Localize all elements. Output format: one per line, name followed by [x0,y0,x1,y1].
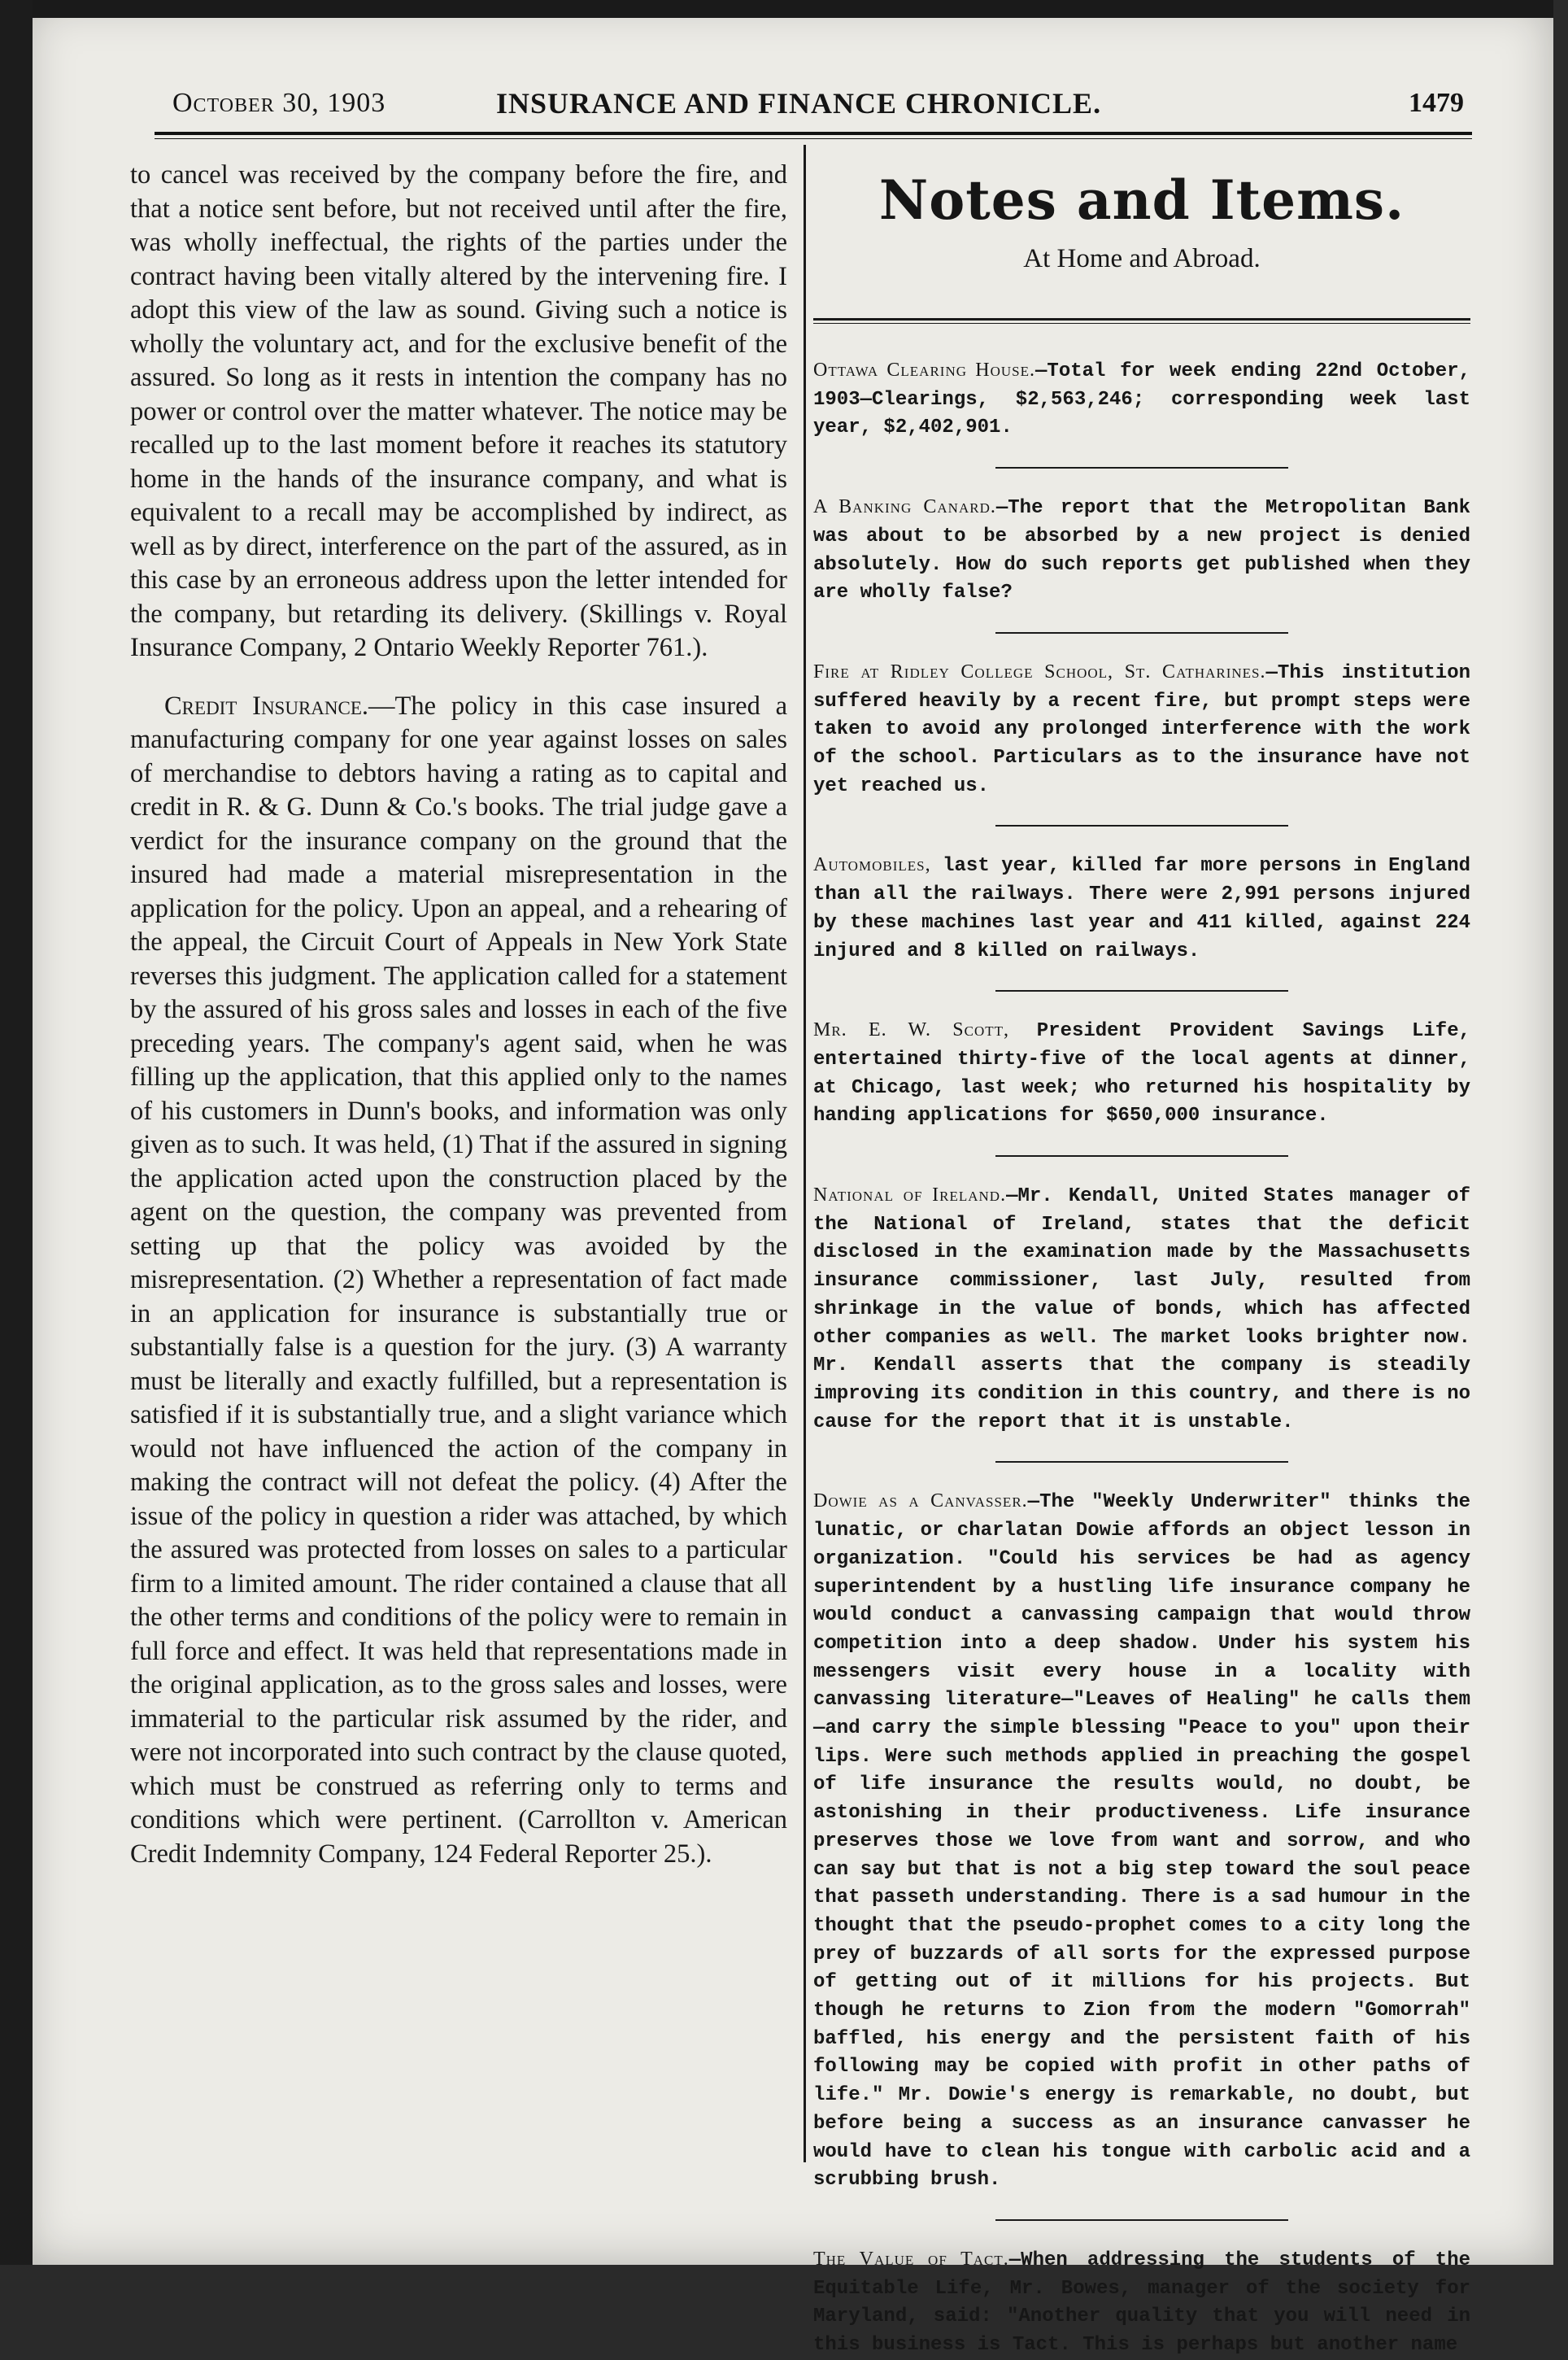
article-continuation: to cancel was received by the company before the fire, and that a notice sent before, but not received until after the fire, was wholly ineffectual, the rights of the parties under the contract having been vitally altered by the intervening fire. I adopt this view of the law as sound. Giving such a notice is wholly the voluntary act, and for the exclusive benefit of the assured. So long as it rests in intention the company has no power or control over the matter whatever. The notice may be recalled up to the last moment before it reaches its statutory home in the hands of the insurance company, and what is equivalent to a recall may be accomplished by indirect, as well as by direct, interference on the part of the assured, as in this case by an erroneous address upon the letter intended for the company, but retarding its delivery. (Skillings v. Royal Insurance Company, 2 Ontario Weekly Reporter 761.). [130,160,787,662]
news-item-national-ireland: National of Ireland.—Mr. Kendall, United States manager of the National of Ireland, states that the deficit disclosed in the examination made by the Massachusetts insurance commissioner, last July, resulted from shrinkage in the value of bonds, which has affected other companies as well. The market looks brighter now. Mr. Kendall asserts that the company is steadily improving its condition in this country, and there is no cause for the report that it is unstable. [813,1184,1470,1433]
item-separator [995,1461,1288,1463]
article-body: —The policy in this case insured a manufacturing company for one year against losses on sales of merchandise to debtors having a rating as to capital and credit in R. & G. Dunn & Co.'s books. The trial judge gave a verdict for the insurance company on the ground that the insured had made a material misrepresentation in the application for the policy. Upon an appeal, and a rehearing of the appeal, the Circuit Court of Appeals in New York State reverses this judgment. The application called for a statement by the assured of his gross sales and losses in each of the five preceding years. The company's agent said, when he was filling up the application, that this applied only to the names of his customers in Dunn's books, and information was only given as to such. It was held, (1) That if the assured in signing the application acted upon the construction placed by the agent on the question, the company was prevented from setting up that the policy was avoided by the misrepresentation. (2) Whether a representation of fact made in an application for insurance is substantially true or substantially false is a question for the jury. (3) A warranty must be literally and exactly fulfilled, but a representation is satisfied if it is substantially true, and a slight variance which would not have influenced the action of the company in making the contract will not defeat the policy. (4) After the issue of the policy in question a rider was attached, by which the assured was protected from losses on sales to a particular firm to a limited amount. The rider contained a clause that all the other terms and conditions of the policy were to remain in full force and effect. It was held that representations made in the original application, as to the gross sales and losses, were immaterial to the particular risk assumed by the rider, and were not incorporated into such contract by the clause quoted, which must be construed as referring only to terms and conditions which were pertinent. (Carrollton v. American Credit Indemnity Company, 124 Federal Reporter 25.). [130,691,788,1869]
section-title: Notes and Items. [878,168,1405,232]
page-header [146,88,1480,129]
publication-title: INSURANCE AND FINANCE CHRONICLE. [496,87,1102,120]
item-separator [995,632,1288,634]
scan-border-top [24,0,1553,18]
right-column [813,163,1470,2360]
article-credit-insurance [130,690,787,1872]
item-separator [995,990,1288,992]
item-separator [995,467,1288,469]
item-separator [995,825,1288,827]
news-item-automobiles: Automobiles, last year, killed far more persons in England than all the railways. There were 2,991 persons injured by these machines last year and 411 killed, against 224 injured and 8 killed on railways. [813,854,1470,962]
item-separator [995,2219,1288,2221]
section-subtitle: At Home and Abroad. [1023,244,1261,273]
news-item-dowie: Dowie as a Canvasser.—The "Weekly Underwriter" thinks the lunatic, or charlatan Dowie affords an object lesson in organization. "Could his services be had as agency superintendent by a hustling life insurance company he would conduct a canvassing campaign that would throw competition into a deep shadow. Under his system his messengers visit every house in a locality with canvassing literature—"Leaves of Healing" he calls them —and carry the simple blessing "Peace to you" upon their lips. Were such methods applied in preaching the gospel of life insurance the results would, no doubt, be astonishing in their productiveness. Life insurance preserves those we love from want and sorrow, and who can say but that is not a big step toward the soul peace that passeth understanding. There is a sad humour in the thought that the pseudo-prophet comes to a city long the prey of buzzards of all sorts for the expressed purpose of getting out of it millions for his projects. But though he returns to Zion from the modern "Gomorrah" baffled, his energy and the persistent faith of his following may be copied with profit in other paths of life." Mr. Dowie's energy is remarkable, no doubt, but before being a success as an insurance canvasser he would have to clean his tongue with carbolic acid and a scrubbing brush. [813,1490,1471,2192]
newspaper-page [24,0,1553,2357]
section-rule-thick [813,318,1470,321]
column-divider [804,145,806,2162]
issue-date: October 30, 1903 [172,88,386,118]
news-item-banking-canard: A Banking Canard.—The report that the Metropolitan Bank was about to be absorbed by a new project is denied absolutely. How do such reports get published when they are wholly false? [813,496,1470,604]
news-item-scott: Mr. E. W. Scott, President Provident Savings Life, entertained thirty-five of the local agents at dinner, at Chicago, last week; who returned his hospitality by handing applications for $650,000 insurance. [813,1019,1470,1128]
header-rule-thick [155,132,1472,135]
item-separator [995,1155,1288,1157]
news-item-value-of-tact: The Value of Tact.—When addressing the students of the Equitable Life, Mr. Bowes, manager of the society for Maryland, said: "Another quality that you will need in this business is Tact. This is perhaps but another name [813,2248,1471,2357]
news-item-ottawa-clearing: Ottawa Clearing House.—Total for week ending 22nd October, 1903—Clearings, $2,563,246; corresponding week last year, $2,402,901. [813,360,1470,439]
left-column [130,159,787,1895]
scan-border-left [0,0,33,2265]
article-lead: Credit Insurance. [164,691,369,721]
news-item-ridley-fire: Fire at Ridley College School, St. Catharines.—This institution suffered heavily by a recent fire, but prompt steps were taken to avoid any prolonged interference with the work of the school. Particulars as to the insurance have not yet reached us. [813,661,1471,797]
header-rule-thin [155,138,1472,139]
page-number: 1479 [1409,88,1464,118]
